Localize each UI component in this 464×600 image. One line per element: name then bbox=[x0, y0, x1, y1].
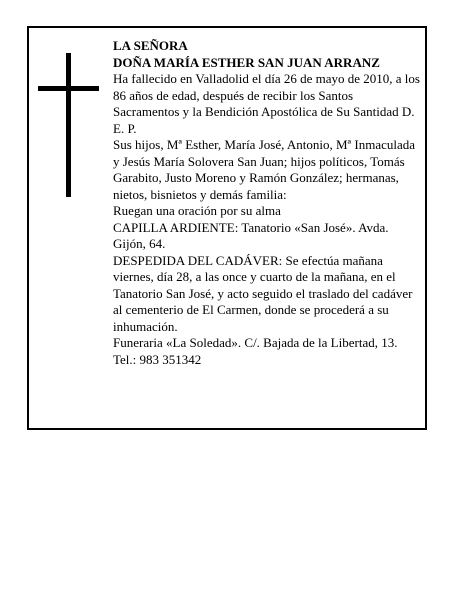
funeral-home-contact: Funeraria «La Soledad». C/. Bajada de la Libertad, 13. Tel.: 983 351342 bbox=[113, 335, 398, 367]
deceased-name: DOÑA MARÍA ESTHER SAN JUAN ARRANZ bbox=[113, 54, 380, 70]
funeral-info: DESPEDIDA DEL CADÁVER: Se efectúa mañana viernes, día 28, a las once y cuarto de la mañana, en el Tanatorio San José, y acto seguido el traslado del cadáver al cementerio de El Carmen, donde se procederá a su inhumación. bbox=[113, 252, 413, 334]
obituary-text bbox=[113, 38, 422, 368]
family-list: Sus hijos, Mª Esther, María José, Antonio, Mª Inmaculada y Jesús María Solovera San Juan; hijos políticos, Tomás Garabito, Justo Moreno y Ramón González; hermanas, nietos, bisnietos y demás familia: bbox=[113, 137, 416, 202]
cross-icon bbox=[66, 53, 71, 197]
prayer-request: Ruegan una oración por su alma bbox=[113, 203, 281, 218]
cross-icon-crossbar bbox=[38, 86, 99, 91]
heading-title: LA SEÑORA bbox=[113, 38, 188, 53]
chapel-info: CAPILLA ARDIENTE: Tanatorio «San José». Avda. Gijón, 64. bbox=[113, 219, 389, 251]
death-announcement: Ha fallecido en Valladolid el día 26 de mayo de 2010, a los 86 años de edad, después de recibir los Santos Sacramentos y la Bendición Apostólica de Su Santidad D. E. P. bbox=[113, 71, 420, 136]
